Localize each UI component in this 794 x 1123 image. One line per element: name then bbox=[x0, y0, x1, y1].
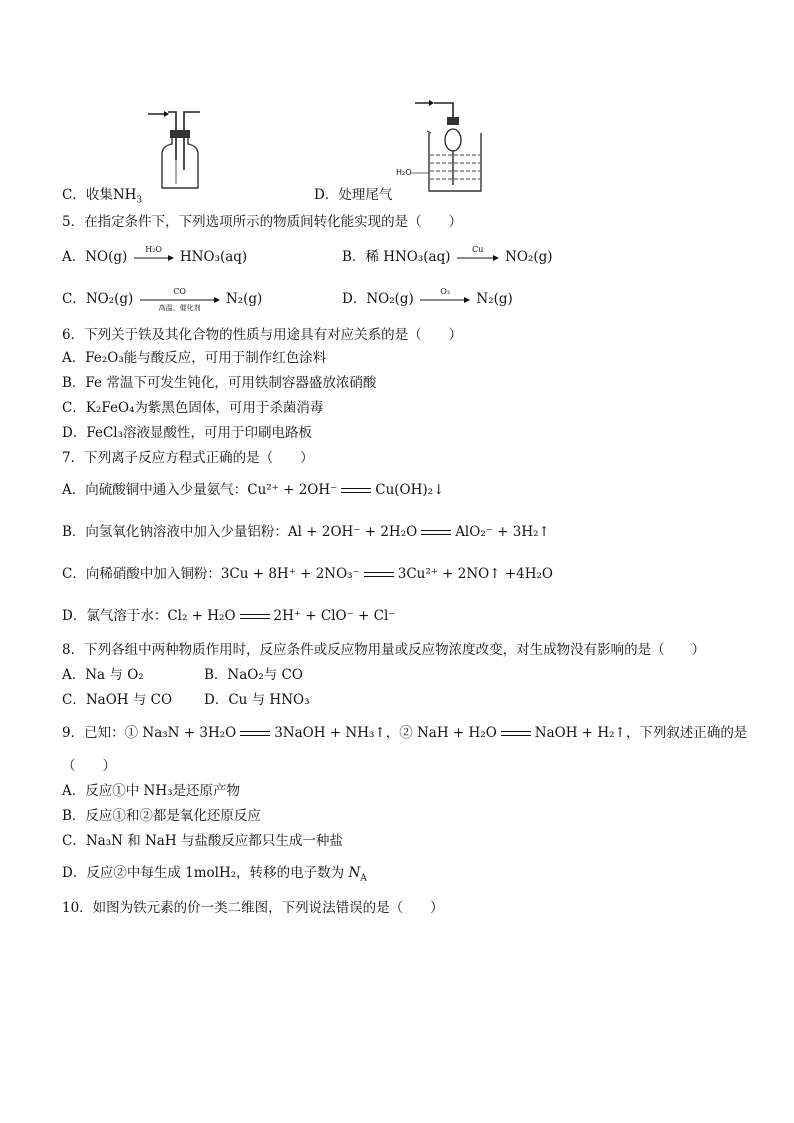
q5-option-b: B．稀 HNO₃(aq) Cu NO₂(g) bbox=[342, 244, 553, 265]
q7-option-d: D．氯气溶于水：Cl₂ + H₂O 2H⁺ + ClO⁻ + Cl⁻ bbox=[62, 608, 396, 624]
q6-option-b: B．Fe 常温下可发生钝化，可用铁制容器盛放浓硝酸 bbox=[62, 375, 377, 391]
q5-option-d: D．NO₂(g) O₃ N₂(g) bbox=[342, 286, 513, 307]
q8-option-c: C．NaOH 与 CO bbox=[62, 692, 173, 708]
beaker-funnel-figure bbox=[405, 95, 497, 200]
q9-option-a: A．反应①中 NH₃是还原产物 bbox=[62, 783, 241, 799]
q5-option-c: C．NO₂(g) CO 高温、催化剂 N₂(g) bbox=[62, 286, 263, 312]
q8-option-a: A．Na 与 O₂ bbox=[62, 667, 144, 683]
q5-option-a: A．NO(g) H₂O HNO₃(aq) bbox=[62, 244, 248, 265]
q4-option-d: D．处理尾气 bbox=[314, 187, 393, 203]
q9-stem: 9．已知：① Na₃N + 3H₂O 3NaOH + NH₃↑，② NaH + H₂O NaOH + H₂↑，下列叙述正确的是 bbox=[62, 725, 748, 741]
beaker-water-label: H₂O bbox=[396, 168, 412, 177]
q4-option-c: C．收集$NH_3$ bbox=[62, 187, 143, 206]
q7-stem: 7．下列离子反应方程式正确的是（ ） bbox=[62, 450, 314, 466]
q6-option-c: C．K₂FeO₄为紫黑色固体，可用于杀菌消毒 bbox=[62, 400, 324, 416]
q7-option-c: C．向稀硝酸中加入铜粉：3Cu + 8H⁺ + 2NO₃⁻ 3Cu²⁺ + 2NO↑ +4H₂O bbox=[62, 566, 554, 582]
q8-option-d: D．Cu 与 HNO₃ bbox=[204, 692, 310, 708]
q6-stem: 6．下列关于铁及其化合物的性质与用途具有对应关系的是（ ） bbox=[62, 327, 463, 343]
q9-option-b: B．反应①和②都是氧化还原反应 bbox=[62, 808, 261, 824]
q9-option-c: C．Na₃N 和 NaH 与盐酸反应都只生成一种盐 bbox=[62, 833, 343, 849]
q5-stem: 5．在指定条件下，下列选项所示的物质间转化能实现的是（ ） bbox=[62, 214, 463, 230]
gas-bottle-figure bbox=[140, 100, 210, 195]
q6-option-d: D．FeCl₃溶液显酸性，可用于印刷电路板 bbox=[62, 425, 313, 441]
q9-answer-paren: （ ） bbox=[62, 758, 116, 774]
q10-stem: 10．如图为铁元素的价一类二维图，下列说法错误的是（ ） bbox=[62, 900, 444, 916]
q6-option-a: A．Fe₂O₃能与酸反应，可用于制作红色涂料 bbox=[62, 350, 327, 366]
q7-option-a: A．向硫酸铜中通入少量氨气：Cu²⁺ + 2OH⁻ Cu(OH)₂↓ bbox=[62, 482, 445, 498]
q9-option-d: D．反应②中每生成 1molH₂，转移的电子数为 $N_A$ bbox=[62, 865, 367, 884]
q8-option-b: B．NaO₂与 CO bbox=[204, 667, 303, 683]
q8-stem: 8．下列各组中两种物质作用时，反应条件或反应物用量或反应物浓度改变，对生成物没有影响的是（ ） bbox=[62, 642, 706, 658]
q7-option-b: B．向氢氧化钠溶液中加入少量铝粉：Al + 2OH⁻ + 2H₂O AlO₂⁻ + 3H₂↑ bbox=[62, 524, 550, 540]
